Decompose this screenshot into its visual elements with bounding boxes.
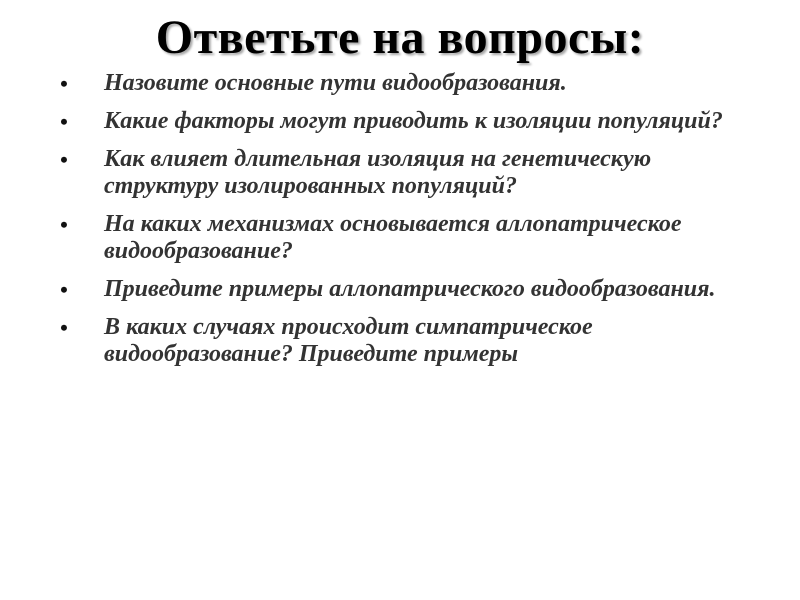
list-item bbox=[56, 314, 756, 368]
list-item bbox=[56, 211, 756, 265]
question-text: В каких случаях происходит симпатрическое видообразование? Приведите примеры bbox=[104, 314, 593, 367]
question-text: Назовите основные пути видообразования. bbox=[104, 70, 567, 96]
bullet-icon: • bbox=[60, 212, 68, 237]
list-item bbox=[56, 146, 756, 200]
question-list bbox=[56, 70, 756, 379]
question-text: Приведите примеры аллопатрического видообразования. bbox=[104, 276, 716, 302]
list-item bbox=[56, 276, 756, 303]
bullet-icon: • bbox=[60, 277, 68, 302]
list-item bbox=[56, 70, 756, 97]
slide-title: Ответьте на вопросы: bbox=[155, 11, 645, 64]
list-item bbox=[56, 108, 756, 135]
bullet-icon: • bbox=[60, 71, 68, 96]
question-text: Как влияет длительная изоляция на генетическую структуру изолированных популяций? bbox=[104, 146, 652, 199]
bullet-icon: • bbox=[60, 109, 68, 134]
question-text: Какие факторы могут приводить к изоляции популяций? bbox=[104, 108, 723, 134]
bullet-icon: • bbox=[60, 315, 68, 340]
question-text: На каких механизмах основывается аллопатрическое видообразование? bbox=[104, 211, 682, 264]
bullet-icon: • bbox=[60, 147, 68, 172]
